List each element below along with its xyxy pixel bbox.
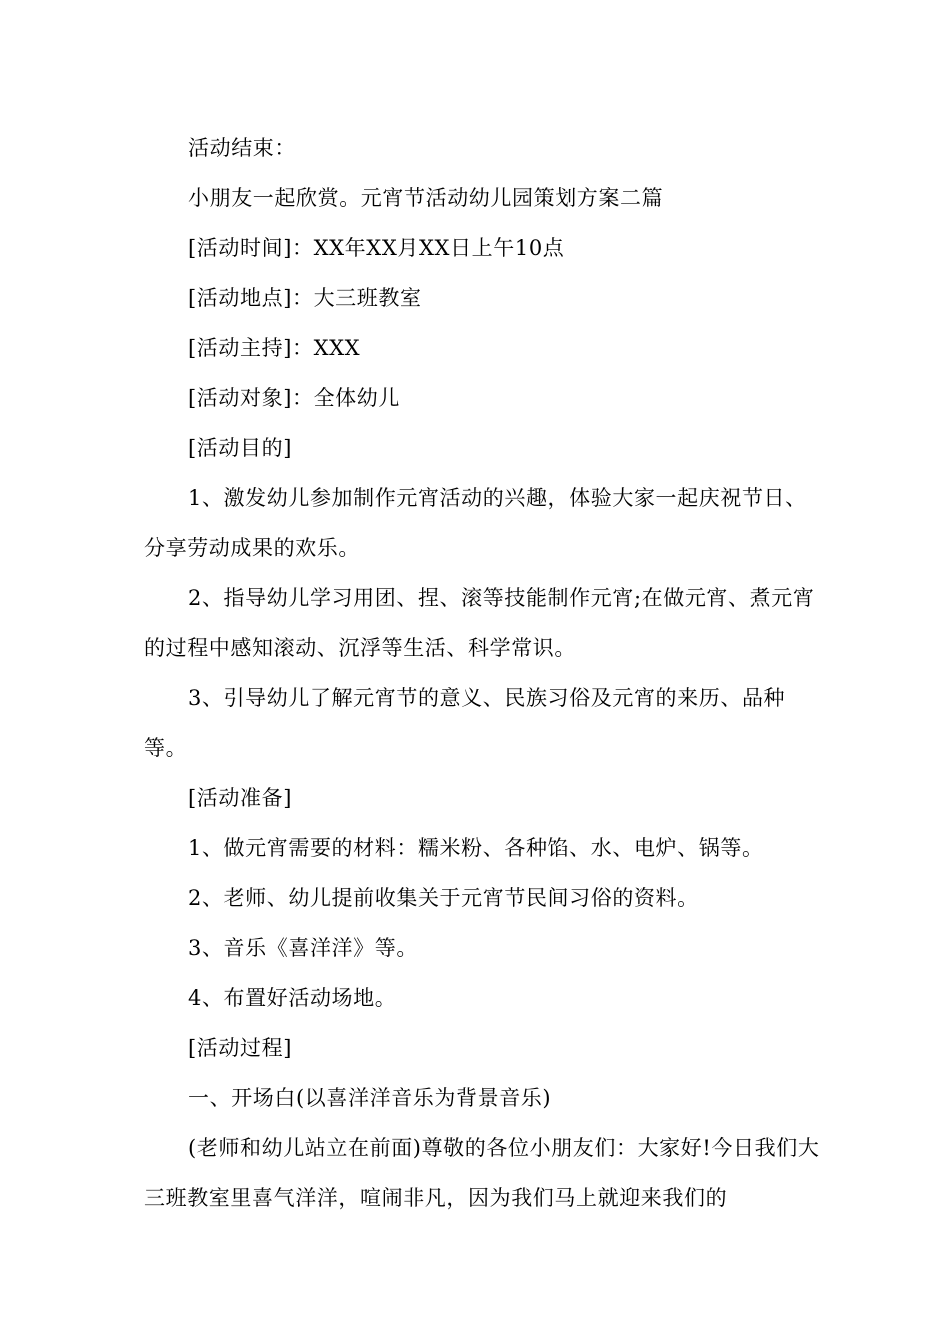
- paragraph-prep-4: 4、布置好活动场地。: [188, 986, 397, 1010]
- paragraph-opening-remarks: 一、开场白(以喜洋洋音乐为背景音乐): [188, 1086, 552, 1110]
- paragraph-activity-end: 活动结束：: [188, 136, 296, 160]
- paragraph-prep-3: 3、音乐《喜洋洋》等。: [188, 936, 418, 960]
- paragraph-activity-time: [活动时间]：XX年XX月XX日上午10点: [188, 236, 565, 260]
- heading-activity-process: [活动过程]: [188, 1036, 292, 1060]
- heading-activity-goals: [活动目的]: [188, 436, 292, 460]
- paragraph-opening-speech: (老师和幼儿站立在前面)尊敬的各位小朋友们：大家好!今日我们大三班教室里喜气洋洋，喧闹非凡，因为我们马上就迎来我们的: [144, 1136, 820, 1210]
- paragraph-goal-3: 3、引导幼儿了解元宵节的意义、民族习俗及元宵的来历、品种等。: [144, 686, 786, 760]
- paragraph-title-line: 小朋友一起欣赏。元宵节活动幼儿园策划方案二篇: [188, 186, 664, 210]
- paragraph-activity-location: [活动地点]：大三班教室: [188, 286, 422, 310]
- heading-activity-preparation: [活动准备]: [188, 786, 292, 810]
- paragraph-activity-audience: [活动对象]：全体幼儿: [188, 386, 400, 410]
- paragraph-prep-1: 1、做元宵需要的材料：糯米粉、各种馅、水、电炉、锅等。: [188, 836, 764, 860]
- paragraph-activity-host: [活动主持]：XXX: [188, 336, 361, 360]
- paragraph-goal-2: 2、指导幼儿学习用团、捏、滚等技能制作元宵;在做元宵、煮元宵的过程中感知滚动、沉浮等生活、科学常识。: [144, 586, 815, 660]
- paragraph-goal-1: 1、激发幼儿参加制作元宵活动的兴趣，体验大家一起庆祝节日、分享劳动成果的欢乐。: [144, 486, 807, 560]
- paragraph-prep-2: 2、老师、幼儿提前收集关于元宵节民间习俗的资料。: [188, 886, 699, 910]
- document-body: [144, 123, 824, 1223]
